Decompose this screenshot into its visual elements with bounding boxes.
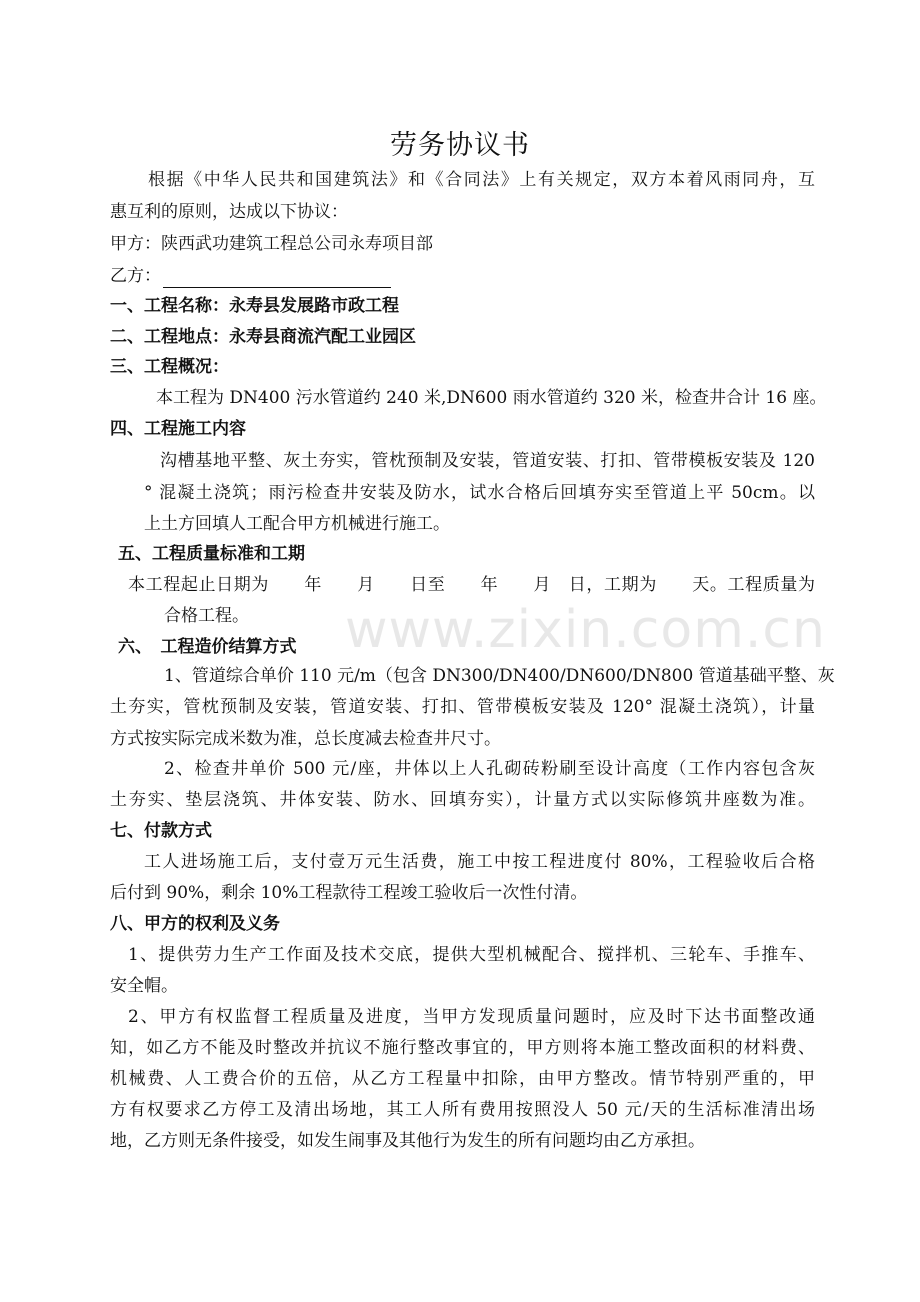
section-7-line-2: 后付到 90%，剩余 10%工程款待工程竣工验收后一次性付清。 bbox=[110, 883, 588, 903]
section-7-line-1: 工人进场施工后，支付壹万元生活费，施工中按工程进度付 80%，工程验收后合格 bbox=[144, 852, 815, 872]
section-4-line-2: ° 混凝土浇筑；雨污检查井安装及防水，试水合格后回填夯实至管道上平 50cm。以 bbox=[144, 483, 815, 503]
section-5-heading: 五、工程质量标准和工期 bbox=[118, 544, 305, 564]
section-8-item-2-line-2: 知，如乙方不能及时整改并抗议不施行整改事宜的，甲方则将本施工整改面积的材料费、 bbox=[110, 1038, 815, 1058]
party-b-label: 乙方： bbox=[110, 266, 161, 286]
section-8-item-2-line-3: 机械费、人工费合价的五倍，从乙方工程量中扣除，由甲方整改。情节特别严重的，甲 bbox=[110, 1069, 815, 1089]
section-7-heading: 七、付款方式 bbox=[110, 821, 212, 841]
section-3-body: 本工程为 DN400 污水管道约 240 米,DN600 雨水管道约 320 米，检查井合计 16 座。 bbox=[156, 388, 827, 408]
section-1-heading: 一、工程名称：永寿县发展路市政工程 bbox=[110, 296, 399, 316]
section-6-item-1-line-2: 土夯实，管枕预制及安装，管道安装、打扣、管带模板安装及 120° 混凝土浇筑），计量 bbox=[110, 697, 815, 717]
section-5-line-1: 本工程起止日期为 年 月 日至 年 月 日，工期为 天。工程质量为 bbox=[128, 575, 815, 595]
section-5-line-2: 合格工程。 bbox=[164, 606, 249, 626]
section-6-item-2-line-2: 土夯实、垫层浇筑、井体安装、防水、回填夯实），计量方式以实际修筑井座数为准。 bbox=[110, 790, 815, 810]
party-a: 甲方：陕西武功建筑工程总公司永寿项目部 bbox=[110, 234, 433, 254]
section-8-item-1-line-2: 安全帽。 bbox=[110, 976, 178, 996]
section-4-heading: 四、工程施工内容 bbox=[110, 419, 246, 439]
section-6-heading: 六、 工程造价结算方式 bbox=[118, 637, 297, 657]
intro-line-2: 惠互利的原则，达成以下协议： bbox=[110, 202, 348, 222]
section-3-heading: 三、工程概况： bbox=[110, 357, 229, 377]
watermark: www.zixin.com.cn bbox=[345, 600, 826, 660]
section-4-line-3: 上土方回填人工配合甲方机械进行施工。 bbox=[144, 514, 450, 534]
party-b-blank bbox=[163, 269, 391, 288]
section-8-item-2-line-4: 方有权要求乙方停工及清出场地，其工人所有费用按照没人 50 元/天的生活标准清出场 bbox=[110, 1100, 815, 1120]
intro-line-1: 根据《中华人民共和国建筑法》和《合同法》上有关规定，双方本着风雨同舟，互 bbox=[148, 170, 815, 190]
section-6-item-1-line-1: 1、管道综合单价 110 元/m（包含 DN300/DN400/DN600/DN800 管道基础平整、灰 bbox=[164, 666, 835, 686]
document-title: 劳务协议书 bbox=[390, 130, 530, 161]
section-6-item-1-line-3: 方式按实际完成米数为准，总长度减去检查井尺寸。 bbox=[110, 729, 501, 749]
section-8-heading: 八、甲方的权利及义务 bbox=[110, 914, 280, 934]
section-8-item-1-line-1: 1、提供劳力生产工作面及技术交底，提供大型机械配合、搅拌机、三轮车、手推车、 bbox=[128, 945, 815, 965]
section-2-heading: 二、工程地点：永寿县商流汽配工业园区 bbox=[110, 327, 416, 347]
section-8-item-2-line-1: 2、甲方有权监督工程质量及进度，当甲方发现质量问题时，应及时下达书面整改通 bbox=[128, 1007, 815, 1027]
section-4-line-1: 沟槽基地平整、灰土夯实，管枕预制及安装，管道安装、打扣、管带模板安装及 120 bbox=[160, 451, 815, 471]
section-8-item-2-line-5: 地，乙方则无条件接受，如发生闹事及其他行为发生的所有问题均由乙方承担。 bbox=[110, 1131, 705, 1151]
section-6-item-2-line-1: 2、检查井单价 500 元/座，井体以上人孔砌砖粉刷至设计高度（工作内容包含灰 bbox=[164, 759, 815, 779]
party-b bbox=[110, 264, 815, 288]
